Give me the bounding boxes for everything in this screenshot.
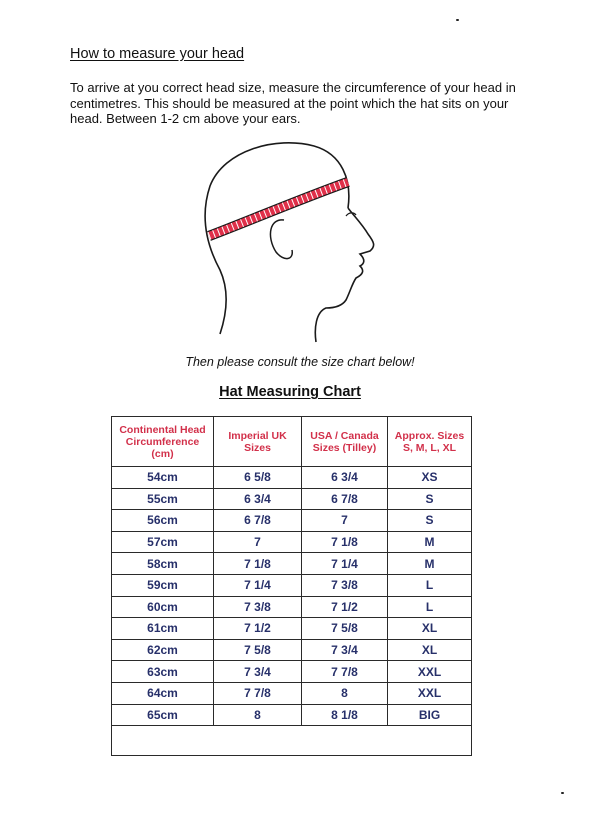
cell-usa: 8 [302, 682, 388, 704]
cell-uk: 6 7/8 [214, 510, 302, 532]
header-continental-cm: Continental Head Circumference (cm) [112, 417, 214, 467]
table-row [112, 553, 472, 575]
empty-cell [112, 726, 472, 756]
cell-cm: 57cm [112, 531, 214, 553]
cell-uk: 7 [214, 531, 302, 553]
cell-uk: 7 3/4 [214, 661, 302, 683]
cell-usa: 6 7/8 [302, 488, 388, 510]
cell-approx: M [388, 531, 472, 553]
cell-uk: 7 3/8 [214, 596, 302, 618]
intro-line: head. Between 1-2 cm above your ears. [70, 111, 301, 126]
cell-uk: 7 5/8 [214, 639, 302, 661]
table-row [112, 704, 472, 726]
header-approx-sizes: Approx. Sizes S, M, L, XL [388, 417, 472, 467]
table-row [112, 510, 472, 532]
head-profile-with-measuring-tape-icon [196, 136, 386, 346]
cell-cm: 61cm [112, 618, 214, 640]
cell-cm: 65cm [112, 704, 214, 726]
table-row [112, 488, 472, 510]
cell-usa: 7 3/8 [302, 574, 388, 596]
table-row [112, 682, 472, 704]
cell-approx: XL [388, 639, 472, 661]
intro-line: centimetres. This should be measured at the point which the hat sits on your [70, 95, 509, 111]
cell-approx: XS [388, 467, 472, 489]
table-row [112, 639, 472, 661]
scan-speck [456, 19, 459, 21]
cell-usa: 7 5/8 [302, 618, 388, 640]
cell-usa: 6 3/4 [302, 467, 388, 489]
table-row [112, 596, 472, 618]
cell-approx: S [388, 510, 472, 532]
intro-line: To arrive at you correct head size, measure the circumference of your head in [70, 80, 516, 95]
table-row [112, 467, 472, 489]
cell-cm: 54cm [112, 467, 214, 489]
cell-usa: 7 1/2 [302, 596, 388, 618]
empty-table-row [112, 726, 472, 756]
cell-approx: L [388, 574, 472, 596]
header-usa-canada: USA / Canada Sizes (Tilley) [302, 417, 388, 467]
cell-approx: XL [388, 618, 472, 640]
cell-cm: 59cm [112, 574, 214, 596]
cell-approx: M [388, 553, 472, 575]
cell-cm: 58cm [112, 553, 214, 575]
cell-uk: 6 3/4 [214, 488, 302, 510]
cell-cm: 62cm [112, 639, 214, 661]
intro-paragraph [70, 80, 540, 127]
cell-uk: 7 7/8 [214, 682, 302, 704]
cell-usa: 7 3/4 [302, 639, 388, 661]
consult-note: Then please consult the size chart below! [185, 355, 415, 369]
cell-approx: L [388, 596, 472, 618]
cell-usa: 8 1/8 [302, 704, 388, 726]
cell-usa: 7 7/8 [302, 661, 388, 683]
chart-title: Hat Measuring Chart [219, 384, 361, 400]
cell-cm: 55cm [112, 488, 214, 510]
cell-uk: 7 1/8 [214, 553, 302, 575]
cell-usa: 7 [302, 510, 388, 532]
cell-cm: 60cm [112, 596, 214, 618]
table-row [112, 531, 472, 553]
cell-uk: 7 1/2 [214, 618, 302, 640]
cell-usa: 7 1/8 [302, 531, 388, 553]
size-chart-table [111, 416, 472, 756]
cell-uk: 7 1/4 [214, 574, 302, 596]
table-row [112, 661, 472, 683]
table-row [112, 574, 472, 596]
cell-approx: XXL [388, 661, 472, 683]
cell-uk: 8 [214, 704, 302, 726]
cell-approx: BIG [388, 704, 472, 726]
page-title: How to measure your head [70, 46, 245, 62]
cell-uk: 6 5/8 [214, 467, 302, 489]
cell-usa: 7 1/4 [302, 553, 388, 575]
cell-approx: XXL [388, 682, 472, 704]
scan-speck [561, 792, 564, 794]
cell-cm: 56cm [112, 510, 214, 532]
cell-approx: S [388, 488, 472, 510]
header-imperial-uk: Imperial UK Sizes [214, 417, 302, 467]
cell-cm: 64cm [112, 682, 214, 704]
table-header-row [112, 417, 472, 467]
table-row [112, 618, 472, 640]
cell-cm: 63cm [112, 661, 214, 683]
